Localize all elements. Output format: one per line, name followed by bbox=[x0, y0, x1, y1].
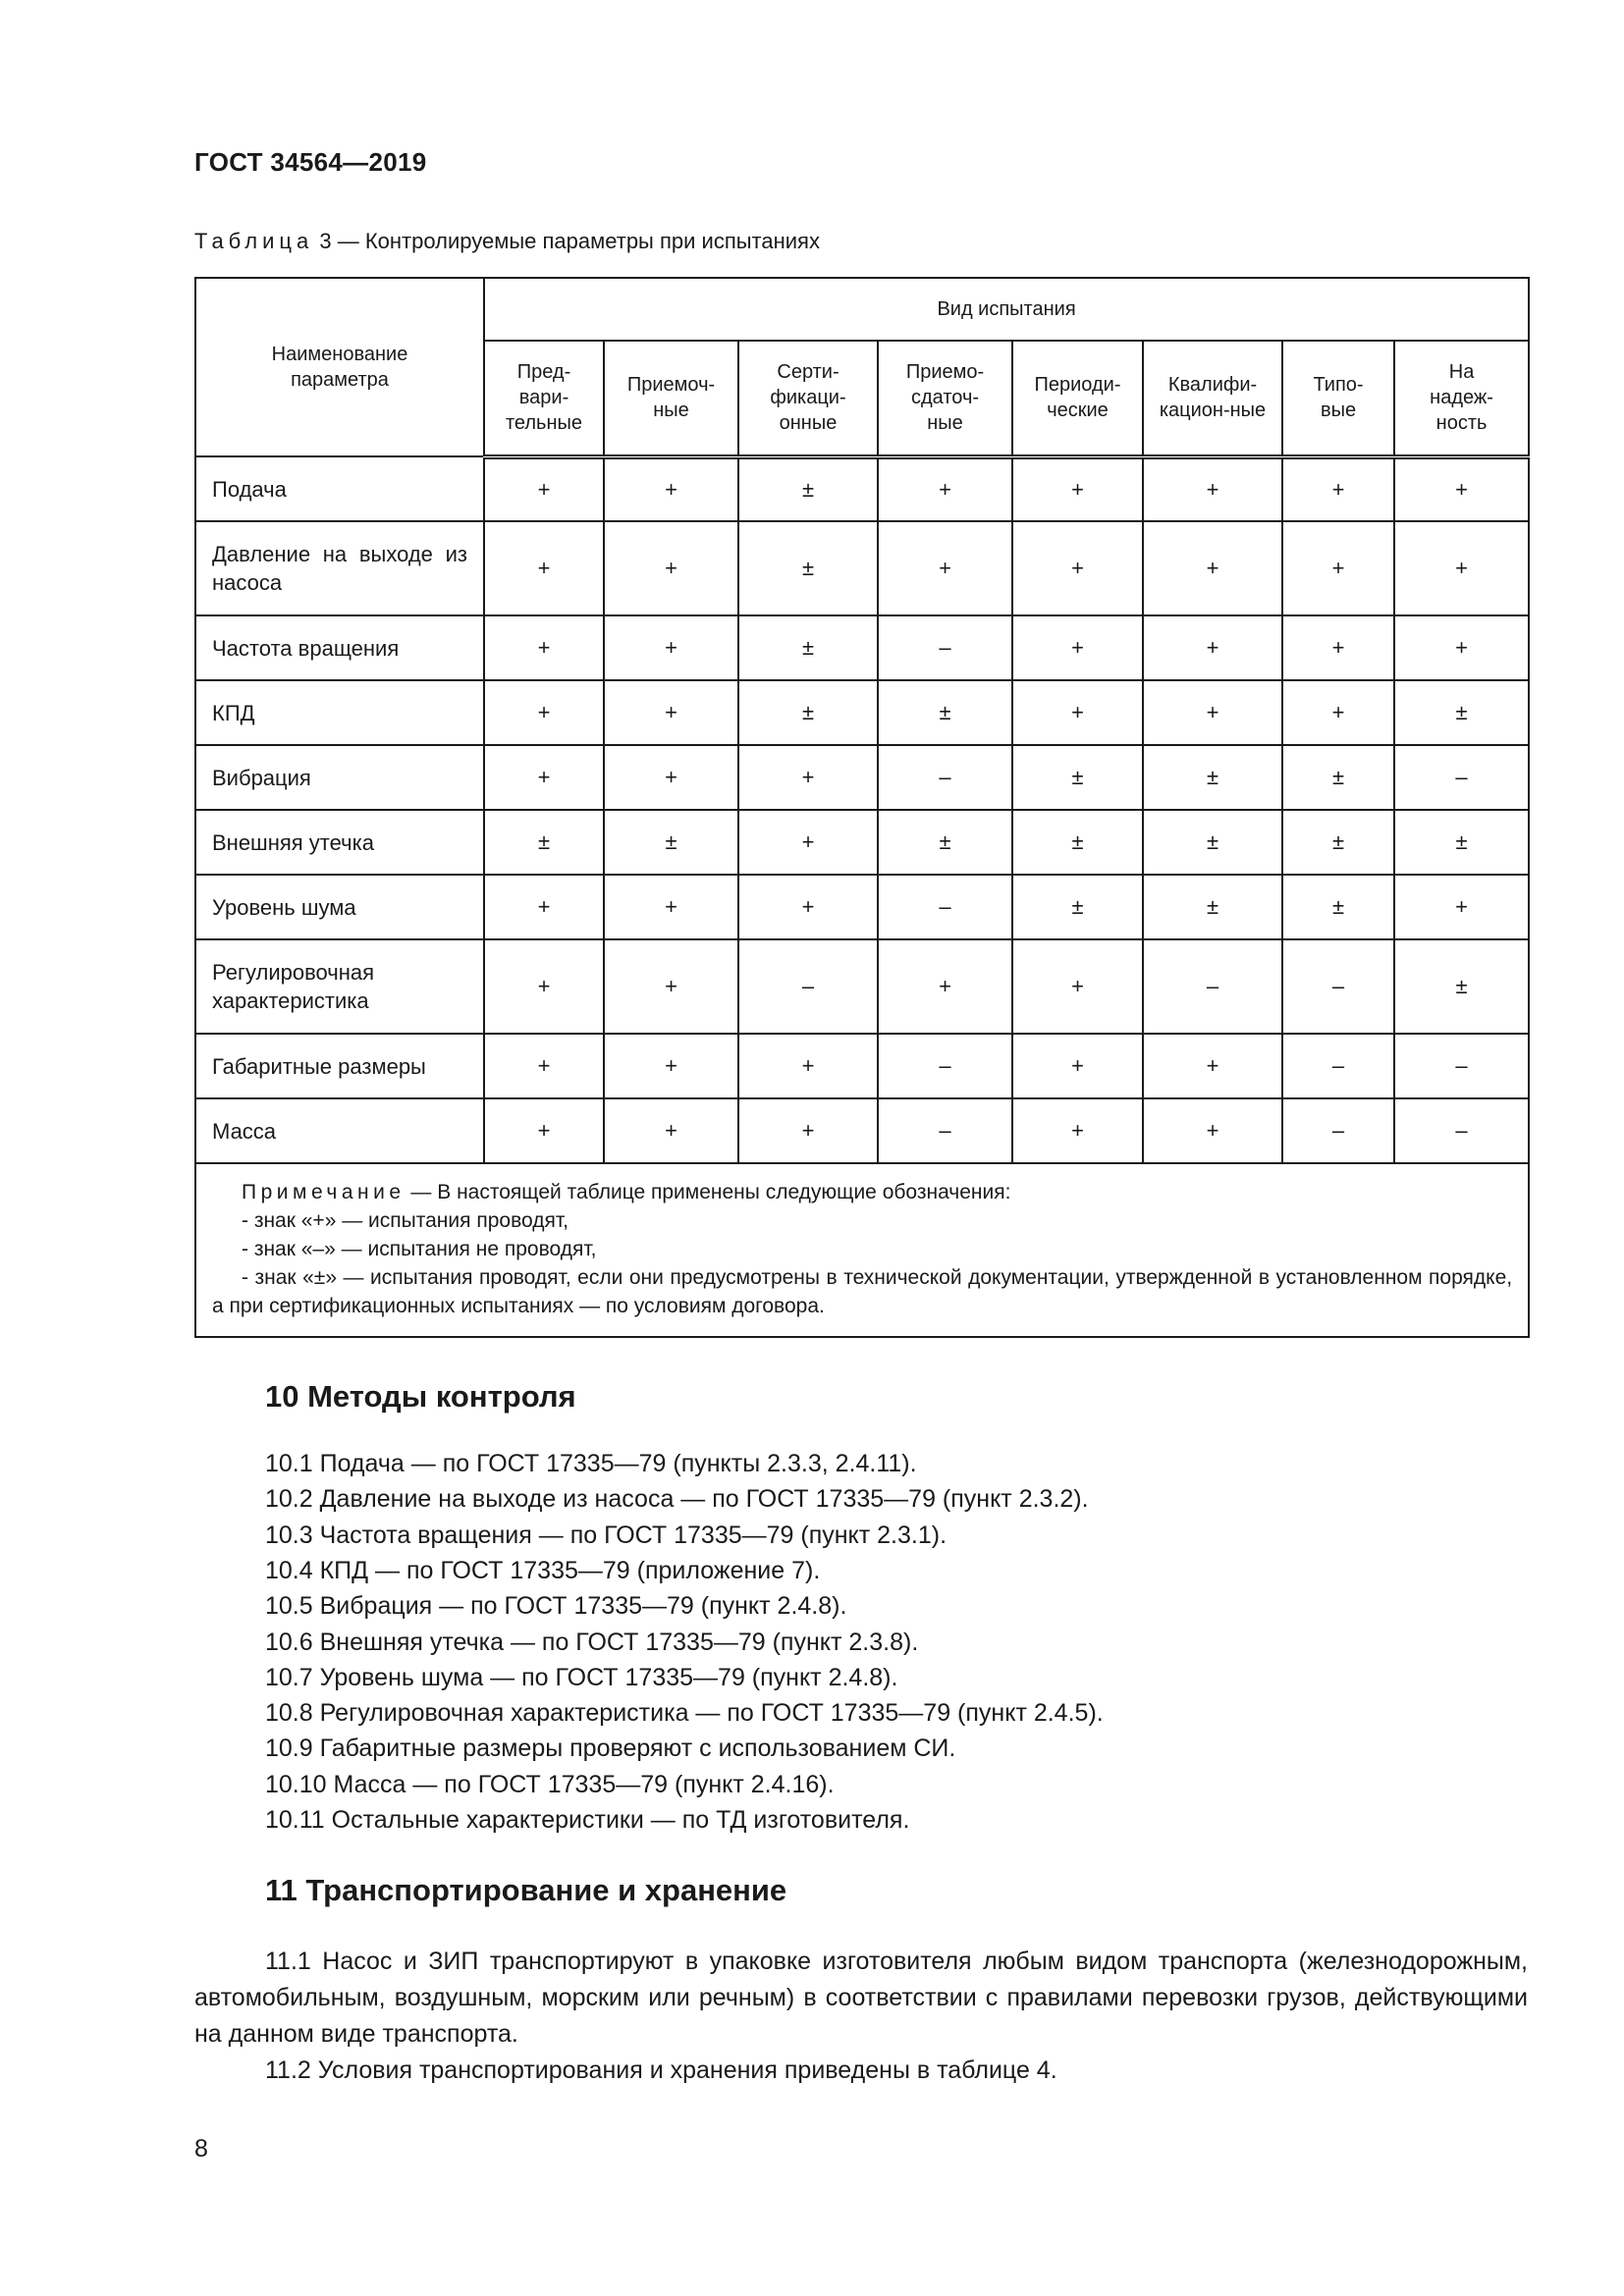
column-header: На надеж-ность bbox=[1394, 341, 1529, 456]
test-parameters-table bbox=[194, 277, 1530, 1338]
table-row bbox=[195, 875, 1529, 939]
table-row bbox=[195, 1034, 1529, 1098]
mark-cell: + bbox=[604, 745, 738, 810]
note-label: Примечание bbox=[242, 1181, 406, 1203]
mark-cell: ± bbox=[1282, 745, 1394, 810]
mark-cell: – bbox=[1282, 939, 1394, 1034]
table-row bbox=[195, 456, 1529, 521]
note-line: - знак «–» — испытания не проводят, bbox=[242, 1238, 597, 1260]
method-item: 10.9 Габаритные размеры проверяют с использованием СИ. bbox=[265, 1735, 956, 1763]
param-name-cell: Масса bbox=[195, 1098, 484, 1163]
mark-cell: ± bbox=[1012, 810, 1143, 875]
mark-cell: ± bbox=[1394, 810, 1529, 875]
document-code: ГОСТ 34564—2019 bbox=[194, 147, 427, 177]
table-row bbox=[195, 810, 1529, 875]
mark-cell: ± bbox=[738, 680, 878, 745]
test-type-header: Вид испытания bbox=[484, 278, 1529, 341]
param-name-cell: Уровень шума bbox=[195, 875, 484, 939]
mark-cell: + bbox=[484, 680, 604, 745]
mark-cell: + bbox=[1143, 521, 1282, 615]
method-item: 10.4 КПД — по ГОСТ 17335—79 (приложение 7). bbox=[265, 1556, 821, 1584]
mark-cell: + bbox=[1012, 1034, 1143, 1098]
param-name-cell: Вибрация bbox=[195, 745, 484, 810]
mark-cell: – bbox=[1394, 1098, 1529, 1163]
mark-cell: – bbox=[738, 939, 878, 1034]
mark-cell: ± bbox=[1143, 810, 1282, 875]
mark-cell: + bbox=[1143, 456, 1282, 521]
mark-cell: + bbox=[1012, 1098, 1143, 1163]
column-header: Приемо-сдаточ-ные bbox=[878, 341, 1012, 456]
mark-cell: + bbox=[484, 745, 604, 810]
mark-cell: + bbox=[738, 875, 878, 939]
param-name-cell: Габаритные размеры bbox=[195, 1034, 484, 1098]
mark-cell: + bbox=[1012, 939, 1143, 1034]
mark-cell: ± bbox=[1143, 875, 1282, 939]
mark-cell: + bbox=[1282, 521, 1394, 615]
table-row bbox=[195, 1098, 1529, 1163]
table-row bbox=[195, 745, 1529, 810]
mark-cell: + bbox=[1143, 1034, 1282, 1098]
mark-cell: + bbox=[1143, 680, 1282, 745]
mark-cell: + bbox=[738, 1098, 878, 1163]
method-item: 10.2 Давление на выходе из насоса — по ГОСТ 17335—79 (пункт 2.3.2). bbox=[265, 1485, 1089, 1514]
table-row bbox=[195, 939, 1529, 1034]
param-name-cell: Частота вращения bbox=[195, 615, 484, 680]
mark-cell: – bbox=[878, 1098, 1012, 1163]
method-item: 10.7 Уровень шума — по ГОСТ 17335—79 (пункт 2.4.8). bbox=[265, 1663, 898, 1691]
mark-cell: ± bbox=[878, 680, 1012, 745]
mark-cell: + bbox=[1282, 615, 1394, 680]
mark-cell: + bbox=[1394, 456, 1529, 521]
mark-cell: + bbox=[604, 680, 738, 745]
mark-cell: – bbox=[1394, 1034, 1529, 1098]
mark-cell: + bbox=[484, 939, 604, 1034]
mark-cell: + bbox=[878, 939, 1012, 1034]
mark-cell: + bbox=[1143, 615, 1282, 680]
paragraph-11-1: 11.1 Насос и ЗИП транспортируют в упаковке изготовителя любым видом транспорта (железнодорожным, автомобильным, воздушным, морским или речным) в соответствии с правилами перевозки грузов, действующими на данном виде транспорта. bbox=[194, 1948, 1528, 2048]
note-intro: — В настоящей таблице применены следующие обозначения: bbox=[405, 1181, 1011, 1203]
mark-cell: ± bbox=[738, 456, 878, 521]
table-note bbox=[195, 1163, 1529, 1337]
mark-cell: + bbox=[604, 1098, 738, 1163]
column-header: Пред-вари-тельные bbox=[484, 341, 604, 456]
param-name-cell: КПД bbox=[195, 680, 484, 745]
mark-cell: + bbox=[1282, 680, 1394, 745]
mark-cell: + bbox=[878, 521, 1012, 615]
mark-cell: ± bbox=[1282, 810, 1394, 875]
mark-cell: + bbox=[1394, 521, 1529, 615]
mark-cell: + bbox=[484, 521, 604, 615]
mark-cell: + bbox=[1012, 615, 1143, 680]
mark-cell: ± bbox=[1394, 939, 1529, 1034]
mark-cell: + bbox=[878, 456, 1012, 521]
mark-cell: ± bbox=[1394, 680, 1529, 745]
mark-cell: ± bbox=[1282, 875, 1394, 939]
section-10-title: 10 Методы контроля bbox=[265, 1379, 576, 1414]
column-header: Квалифи-кацион-ные bbox=[1143, 341, 1282, 456]
mark-cell: ± bbox=[878, 810, 1012, 875]
mark-cell: – bbox=[1143, 939, 1282, 1034]
mark-cell: + bbox=[1012, 680, 1143, 745]
paragraph-11-2: 11.2 Условия транспортирования и хранения приведены в таблице 4. bbox=[265, 2056, 1057, 2084]
mark-cell: + bbox=[604, 1034, 738, 1098]
param-name-cell: Давление на выходе из насоса bbox=[195, 521, 484, 615]
note-heading bbox=[212, 1178, 1512, 1206]
mark-cell: – bbox=[1394, 745, 1529, 810]
mark-cell: ± bbox=[1143, 745, 1282, 810]
mark-cell: + bbox=[604, 615, 738, 680]
column-header: Периоди-ческие bbox=[1012, 341, 1143, 456]
mark-cell: + bbox=[1394, 875, 1529, 939]
mark-cell: + bbox=[738, 810, 878, 875]
mark-cell: + bbox=[1394, 615, 1529, 680]
column-header: Типо-вые bbox=[1282, 341, 1394, 456]
method-item: 10.5 Вибрация — по ГОСТ 17335—79 (пункт 2.4.8). bbox=[265, 1592, 847, 1621]
method-item: 10.6 Внешняя утечка — по ГОСТ 17335—79 (пункт 2.3.8). bbox=[265, 1628, 919, 1656]
mark-cell: – bbox=[878, 875, 1012, 939]
mark-cell: + bbox=[484, 1034, 604, 1098]
section-11-title: 11 Транспортирование и хранение bbox=[265, 1873, 787, 1907]
table-row bbox=[195, 521, 1529, 615]
table-row bbox=[195, 615, 1529, 680]
note-line: - знак «±» — испытания проводят, если они предусмотрены в технической документации, утвержденной в установленном порядке, а при сертификационных испытаниях — по условиям договора. bbox=[212, 1266, 1513, 1317]
mark-cell: – bbox=[1282, 1034, 1394, 1098]
mark-cell: ± bbox=[604, 810, 738, 875]
mark-cell: + bbox=[1282, 456, 1394, 521]
table-body bbox=[195, 456, 1529, 1163]
table-caption bbox=[194, 229, 820, 254]
mark-cell: + bbox=[484, 615, 604, 680]
mark-cell: ± bbox=[484, 810, 604, 875]
mark-cell: + bbox=[1012, 456, 1143, 521]
mark-cell: + bbox=[484, 1098, 604, 1163]
column-header: Приемоч-ные bbox=[604, 341, 738, 456]
mark-cell: – bbox=[878, 1034, 1012, 1098]
note-line: - знак «+» — испытания проводят, bbox=[242, 1209, 568, 1232]
mark-cell: + bbox=[484, 456, 604, 521]
method-item: 10.8 Регулировочная характеристика — по ГОСТ 17335—79 (пункт 2.4.5). bbox=[265, 1699, 1104, 1728]
method-item: 10.10 Масса — по ГОСТ 17335—79 (пункт 2.4.16). bbox=[265, 1770, 835, 1798]
param-name-cell: Внешняя утечка bbox=[195, 810, 484, 875]
mark-cell: + bbox=[604, 875, 738, 939]
mark-cell: + bbox=[484, 875, 604, 939]
mark-cell: + bbox=[1143, 1098, 1282, 1163]
mark-cell: ± bbox=[738, 615, 878, 680]
mark-cell: ± bbox=[1012, 875, 1143, 939]
mark-cell: + bbox=[738, 745, 878, 810]
mark-cell: + bbox=[604, 456, 738, 521]
mark-cell: – bbox=[878, 745, 1012, 810]
mark-cell: + bbox=[604, 939, 738, 1034]
table-caption-text: 3 — Контролируемые параметры при испытаниях bbox=[313, 229, 820, 253]
mark-cell: ± bbox=[738, 521, 878, 615]
method-item: 10.11 Остальные характеристики — по ТД изготовителя. bbox=[265, 1806, 910, 1834]
param-name-cell: Регулировочная характеристика bbox=[195, 939, 484, 1034]
mark-cell: – bbox=[1282, 1098, 1394, 1163]
method-item: 10.3 Частота вращения — по ГОСТ 17335—79 (пункт 2.3.1). bbox=[265, 1521, 947, 1549]
method-item: 10.1 Подача — по ГОСТ 17335—79 (пункты 2.3.3, 2.4.11). bbox=[265, 1450, 917, 1477]
param-name-cell: Подача bbox=[195, 456, 484, 521]
column-header: Серти-фикаци-онные bbox=[738, 341, 878, 456]
param-name-header: Наименование параметра bbox=[195, 278, 484, 456]
mark-cell: – bbox=[878, 615, 1012, 680]
table-caption-prefix: Таблица bbox=[194, 229, 314, 253]
page-number: 8 bbox=[194, 2135, 208, 2163]
mark-cell: + bbox=[738, 1034, 878, 1098]
mark-cell: + bbox=[1012, 521, 1143, 615]
mark-cell: ± bbox=[1012, 745, 1143, 810]
table-row bbox=[195, 680, 1529, 745]
mark-cell: + bbox=[604, 521, 738, 615]
